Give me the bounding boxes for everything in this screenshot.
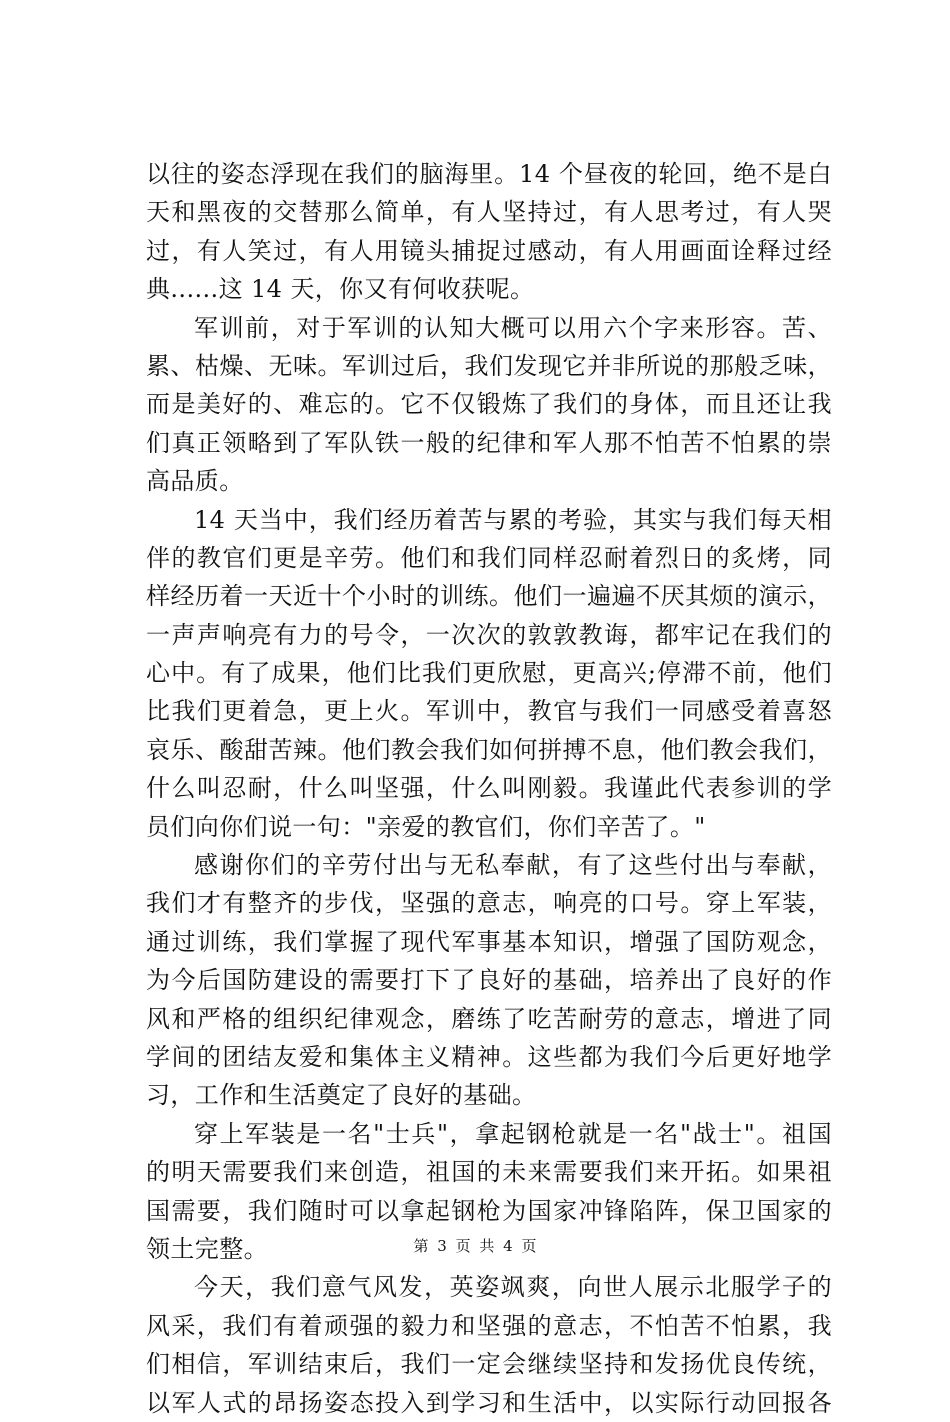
text-line: 们相信，军训结束后，我们一定会继续坚持和发扬优良传统， — [146, 1350, 832, 1379]
text-line: 通过训练，我们掌握了现代军事基本知识，增强了国防观念， — [146, 927, 832, 956]
text-line: 为今后国防建设的需要打下了良好的基础，培养出了良好的作 — [146, 966, 832, 995]
text-line: 以军人式的昂扬姿态投入到学习和生活中，以实际行动回报各 — [146, 1388, 832, 1417]
text-line: 累、枯燥、无味。军训过后，我们发现它并非所说的那般乏味， — [146, 351, 832, 380]
text-line: 样经历着一天近十个小时的训练。他们一遍遍不厌其烦的演示， — [146, 582, 832, 611]
text-line: 学间的团结友爱和集体主义精神。这些都为我们今后更好地学 — [146, 1042, 832, 1071]
text-line: 风和严格的组织纪律观念，磨练了吃苦耐劳的意志，增进了同 — [146, 1004, 832, 1033]
text-line: 领土完整。 — [146, 1234, 268, 1263]
text-line: 高品质。 — [146, 467, 244, 496]
text-line: 军训前，对于军训的认知大概可以用六个字来形容。苦、 — [194, 313, 832, 342]
text-line: 国需要，我们随时可以拿起钢枪为国家冲锋陷阵，保卫国家的 — [146, 1196, 832, 1225]
text-line: 比我们更着急，更上火。军训中，教官与我们一同感受着喜怒 — [146, 697, 832, 726]
text-line: 14 天当中，我们经历着苦与累的考验，其实与我们每天相 — [194, 505, 832, 534]
text-line: 伴的教官们更是辛劳。他们和我们同样忍耐着烈日的炙烤，同 — [146, 543, 832, 572]
text-line: 我们才有整齐的步伐，坚强的意志，响亮的口号。穿上军装， — [146, 889, 832, 918]
text-line: 以往的姿态浮现在我们的脑海里。14 个昼夜的轮回，绝不是白 — [146, 160, 832, 188]
document-body — [146, 155, 832, 1422]
page-footer: 第 3 页 共 4 页 — [413, 1237, 537, 1255]
text-line: 们真正领略到了军队铁一般的纪律和军人那不怕苦不怕累的崇 — [146, 428, 832, 457]
text-line: 今天，我们意气风发，英姿飒爽，向世人展示北服学子的 — [194, 1273, 832, 1302]
text-line: 天和黑夜的交替那么简单，有人坚持过，有人思考过，有人哭 — [146, 198, 832, 227]
text-line: 的明天需要我们来创造，祖国的未来需要我们来开拓。如果祖 — [146, 1158, 832, 1187]
text-line: 风采，我们有着顽强的毅力和坚强的意志，不怕苦不怕累，我 — [146, 1311, 832, 1340]
text-line: 哀乐、酸甜苦辣。他们教会我们如何拼搏不息，他们教会我们， — [146, 735, 832, 764]
text-line: 心中。有了成果，他们比我们更欣慰，更高兴;停滞不前，他们 — [146, 659, 832, 688]
text-line: 习，工作和生活奠定了良好的基础。 — [146, 1081, 537, 1110]
text-line: 典......这 14 天，你又有何收获呢。 — [146, 275, 535, 304]
text-line: 感谢你们的辛劳付出与无私奉献，有了这些付出与奉献， — [194, 851, 832, 880]
text-line: 穿上军装是一名"士兵"，拿起钢枪就是一名"战士"。祖国 — [194, 1119, 832, 1148]
text-line: 而是美好的、难忘的。它不仅锻炼了我们的身体，而且还让我 — [146, 390, 832, 419]
text-line: 过，有人笑过，有人用镜头捕捉过感动，有人用画面诠释过经 — [146, 236, 832, 265]
text-line: 一声声响亮有力的号令，一次次的敦敦教诲，都牢记在我们的 — [146, 620, 832, 649]
text-line: 什么叫忍耐，什么叫坚强，什么叫刚毅。我谨此代表参训的学 — [146, 774, 832, 803]
text-line: 员们向你们说一句："亲爱的教官们，你们辛苦了。" — [146, 812, 706, 841]
